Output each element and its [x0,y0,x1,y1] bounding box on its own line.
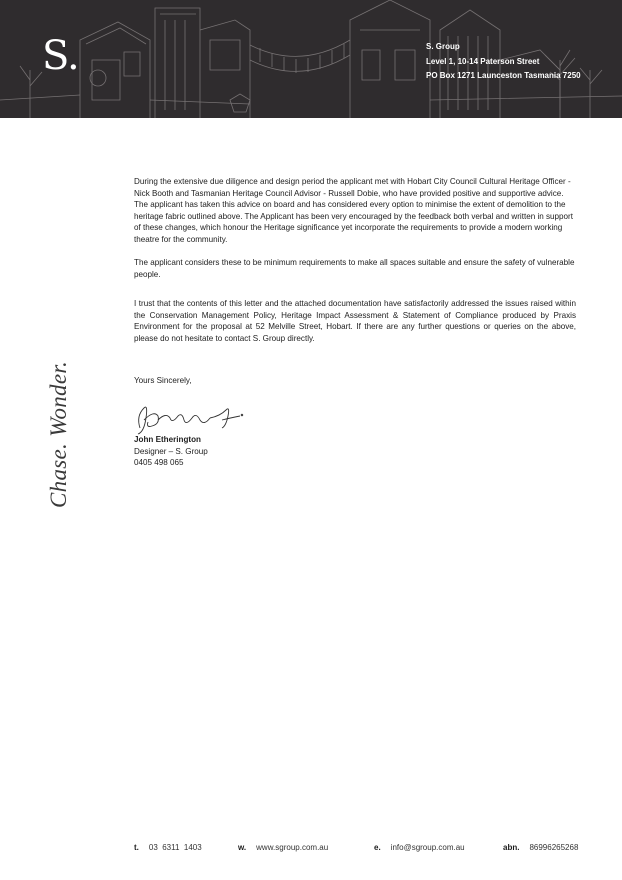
side-tagline: Chase. Wonder. [46,360,71,508]
signer-title: Designer – S. Group [134,446,208,456]
footer-phone-label: t. [134,843,139,852]
footer-abn [503,843,578,852]
company-name: S. Group [426,42,460,51]
footer-abn-value: 86996265268 [529,843,579,852]
company-logo: S. [42,33,79,79]
letterhead-banner [0,0,622,118]
footer-web-value[interactable]: www.sgroup.com.au [256,843,329,852]
footer-web-label: w. [238,843,247,852]
signer-name: John Etherington [134,435,201,444]
footer-abn-label: abn. [503,843,520,852]
company-address-block [426,40,581,84]
address-line-2: PO Box 1271 Launceston Tasmania 7250 [426,71,581,80]
footer-web [238,843,328,852]
footer-email-value[interactable]: info@sgroup.com.au [390,843,465,852]
signer-block [134,434,208,469]
handwritten-signature [130,398,245,438]
footer-phone-value: 03 6311 1403 [148,843,202,852]
paragraph-1: During the extensive due diligence and design period the applicant met with Hobart City Council Cultural Heritage Officer - Nick Booth and Tasmanian Heritage Council Advisor - Russell Dobie, who have provided positive and supportive advice. [134,177,571,198]
paragraph-4: I trust that the contents of this letter and the attached documentation have satisfactorily addressed the issues raised within the Conservation Management Policy, Heritage Impact Assessment & Statement of Compliance produced by Praxis Environment for the proposal at 52 Melville Street, Hobart. If there are any further questions or queries on the above, please do not hesitate to contact S. Group directly. [134,299,576,343]
closing-salutation: Yours Sincerely, [134,376,192,385]
footer-email-label: e. [374,843,381,852]
paragraph-2: The applicant has taken this advice on board and has considered every option to minimise the extent of demolition to the heritage fabric outlined above. The Applicant has been very encouraged by the feedback both verbal and written in support of these changes, which honour the Heritage significance yet incorporate the requirements to provide a modern working theatre for the community. [134,200,574,244]
footer-email [374,843,465,852]
signer-phone: 0405 498 065 [134,458,184,467]
address-line-1: Level 1, 10-14 Paterson Street [426,56,540,66]
footer-phone [134,843,202,852]
paragraph-3: The applicant considers these to be minimum requirements to make all spaces suitable and ensure the safety of vulnerable people. [134,258,575,279]
letter-body [134,176,576,344]
